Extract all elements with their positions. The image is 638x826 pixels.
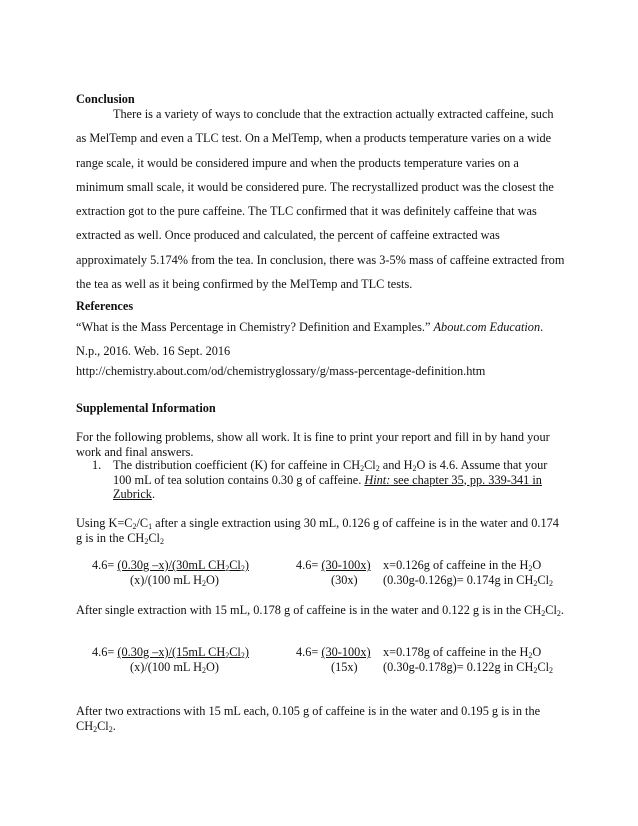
eq-15-fraction-denominator: (x)/(100 mL $H_2O$)	[130, 660, 219, 675]
conclusion-paragraph: There is a variety of ways to conclude that the extraction actually extracted caffeine, such as MelTemp and even a TLC test. On a MelTemp, when a products temperature varies on a wide range scale, it would be considered impure and when the products temperature varies on a minimum small scale, it would be considered pure. The recrystallized product was the closest the extraction got to the pure caffeine. The TLC confirmed that it was definitely caffeine that was extracted as well. Once produced and calculated, the percent of caffeine extracted was approximately 5.174% from the tea. In conclusion, there was 3-5% mass of caffeine extracted from the tea as well as it being confirmed by the MelTemp and TLC tests.	[76, 107, 565, 292]
eq-30-water-result: x=0.126g of caffeine in the $H_2O$	[383, 558, 542, 573]
eq-15-ratio-numerator: 4.6= (30-100x)	[296, 645, 371, 659]
eq-15-ch2cl2-result: (0.30g-0.178g)= 0.122g in $CH_2Cl_2$	[383, 660, 554, 675]
hint-label: Hint:	[364, 472, 391, 487]
two-15ml-statement: After two extractions with 15 mL each, 0.105 g of caffeine is in the water and 0.195 g is in the $CH_2Cl_2$.	[76, 704, 541, 734]
references-heading: References	[76, 299, 134, 313]
reference-citation: “What is the Mass Percentage in Chemistry? Definition and Examples.” About.com Education. N.p., 2016. Web. 16 Sept. 2016	[76, 320, 544, 359]
problem-item	[92, 458, 566, 502]
reference-url: http://chemistry.about.com/od/chemistryglossary/g/mass-percentage-definition.htm	[76, 364, 486, 378]
eq-30-ch2cl2-result: (0.30g-0.126g)= 0.174g in $CH_2Cl_2$	[383, 573, 554, 588]
eq-30-ratio-denominator: (30x)	[331, 573, 358, 587]
eq-30-fraction-numerator: 4.6= (0.30g –x)/(30mL $CH_2Cl_2$)	[92, 558, 249, 573]
citation-source: About.com Education	[433, 320, 541, 334]
single-15ml-statement: After single extraction with 15 mL, 0.178 g of caffeine is in the water and 0.122 g is in the $CH_2Cl_2$.	[76, 603, 564, 618]
eq-15-water-result: x=0.178g of caffeine in the $H_2O$	[383, 645, 542, 660]
supplemental-intro: For the following problems, show all work. It is fine to print your report and fill in by hand your work and final answers.	[76, 430, 550, 459]
eq-30-fraction-denominator: (x)/(100 mL $H_2O$)	[130, 573, 219, 588]
eq-30-ratio-numerator: 4.6= (30-100x)	[296, 558, 371, 572]
eq-15-fraction-numerator: 4.6= (0.30g –x)/(15mL $CH_2Cl_2$)	[92, 645, 249, 660]
problem-text: The distribution coefficient (K) for caffeine in $CH_2Cl_2$ and $H_2O$ is 4.6. Assume that your 100 mL of tea solution contains 0.30 g of caffeine. Hint: see chapter 35, pp. 339-341 in Zubrick.	[113, 458, 548, 501]
supplemental-heading: Supplemental Information	[76, 401, 216, 415]
hint-text: see chapter 35, pp. 339-341 in Zubrick	[113, 472, 542, 501]
problem-number: 1.	[92, 458, 102, 472]
conclusion-heading: Conclusion	[76, 92, 135, 106]
eq-15-ratio-denominator: (15x)	[331, 660, 358, 674]
single-30ml-statement: Using $K=C_2/C_1$ after a single extraction using 30 mL, 0.126 g of caffeine is in the water and 0.174 g is in the $CH_2Cl_2$	[76, 516, 559, 546]
